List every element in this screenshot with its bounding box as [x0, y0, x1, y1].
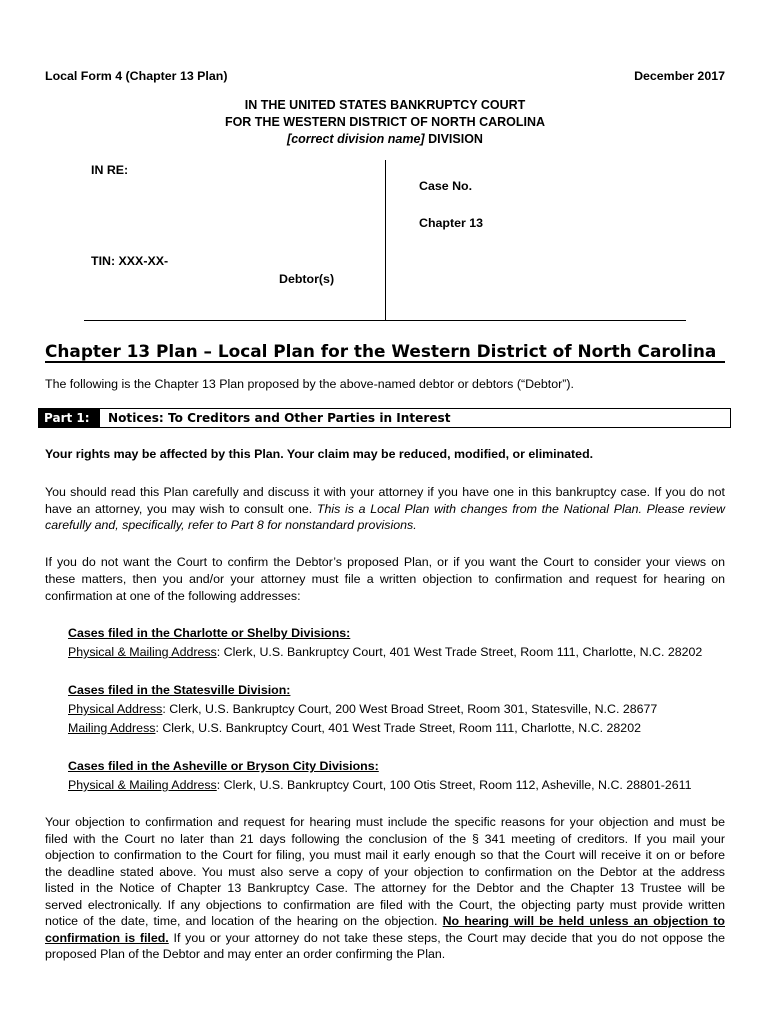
form-date: December 2017 — [634, 69, 725, 83]
division-label: DIVISION — [428, 132, 483, 146]
paragraph-line: the deadline stated above. You must also serve a copy of your objection to confirmation on the Debtor at the address — [45, 864, 725, 879]
caption-chapter: Chapter 13 — [419, 216, 484, 230]
court-name: IN THE UNITED STATES BANKRUPTCY COURT — [244, 98, 526, 112]
address-group-heading: Cases filed in the Statesville Division: — [68, 683, 291, 697]
address-value: : Clerk, U.S. Bankruptcy Court, 100 Otis Street, Room 112, Asheville, N.C. 28801-2611 — [216, 778, 692, 792]
paragraph-line — [45, 913, 725, 930]
address-line — [68, 644, 702, 660]
hearing-notice: confirmation is filed. — [45, 930, 169, 945]
paragraph-line: served electronically. If any objections to confirmation are filed with the Court, the objecting party must provide written — [45, 897, 725, 912]
paragraph-text: notice of the date, time, and location of the hearing on the objection. — [45, 914, 443, 928]
address-value: : Clerk, U.S. Bankruptcy Court, 200 West Broad Street, Room 301, Statesville, N.C. 28677 — [162, 702, 658, 716]
address-label: Mailing Address — [68, 721, 156, 735]
address-group-heading: Cases filed in the Asheville or Bryson City Divisions: — [68, 759, 379, 773]
address-value: : Clerk, U.S. Bankruptcy Court, 401 West Trade Street, Room 111, Charlotte, N.C. 28202 — [216, 645, 703, 659]
court-division — [0, 131, 770, 148]
caption-tin: TIN: XXX-XX- — [91, 254, 169, 268]
caption-horizontal-divider — [84, 320, 686, 321]
paragraph-line: objection to confirmation to the Court for filing, you must mail it early enough so that the Court will receive it on or before — [45, 848, 725, 862]
address-line — [68, 777, 692, 793]
paragraph-line: listed in the Notice of Chapter 13 Bankruptcy Case. The attorney for the Debtor and the Chapter 13 Trustee will be — [45, 881, 725, 895]
paragraph-line: filed with the Court no later than 21 days following the conclusion of the § 341 meeting of creditors. If you mail your — [45, 831, 725, 846]
address-label: Physical & Mailing Address — [68, 645, 217, 659]
paragraph-line: If you do not want the Court to confirm the Debtor’s proposed Plan, or if you want the Court to consider your views on — [45, 555, 725, 569]
caption-vertical-divider — [385, 160, 386, 320]
address-group-heading: Cases filed in the Charlotte or Shelby Divisions: — [68, 626, 351, 640]
caption-debtors: Debtor(s) — [279, 272, 335, 286]
caption-case-no: Case No. — [419, 179, 473, 193]
paragraph-line: proposed Plan of the Debtor and may enter an order confirming the Plan. — [45, 947, 446, 961]
form-name: Local Form 4 (Chapter 13 Plan) — [45, 69, 228, 83]
paragraph-line: carefully and, specifically, refer to Part 8 for nonstandard provisions. — [45, 518, 417, 532]
part1-title: Notices: To Creditors and Other Parties in Interest — [108, 411, 451, 425]
hearing-notice: No hearing will be held unless an objection to — [442, 914, 725, 928]
address-line — [68, 701, 657, 717]
division-name-placeholder: [correct division name] — [287, 132, 425, 146]
paragraph-line: Your objection to confirmation and request for hearing must include the specific reasons for your objection and must be — [45, 815, 725, 829]
paragraph-line: confirmation at one of the following addresses: — [45, 589, 301, 603]
address-label: Physical & Mailing Address — [68, 778, 217, 792]
paragraph-line — [45, 501, 725, 518]
address-line — [68, 720, 641, 736]
rights-warning: Your rights may be affected by this Plan. Your claim may be reduced, modified, or eliminated. — [45, 447, 594, 461]
intro-text: The following is the Chapter 13 Plan proposed by the above-named debtor or debtors (“Debtor”). — [45, 377, 574, 391]
read-plan-paragraph — [45, 484, 725, 534]
address-value: : Clerk, U.S. Bankruptcy Court, 401 West Trade Street, Room 111, Charlotte, N.C. 28202 — [155, 721, 641, 735]
plan-title-rule — [45, 361, 725, 363]
paragraph-text: If you or your attorney do not take these steps, the Court may decide that you do not oppose the — [168, 930, 726, 945]
part1-label: Part 1: — [38, 408, 100, 428]
plan-title: Chapter 13 Plan – Local Plan for the Western District of North Carolina — [45, 341, 717, 361]
address-label: Physical Address — [68, 702, 163, 716]
paragraph-line: these matters, then you and/or your attorney must file a written objection to confirmation and request for hearing on — [45, 572, 725, 586]
caption-in-re: IN RE: — [91, 163, 129, 177]
paragraph-text: have an attorney, you may wish to consult one. — [45, 501, 317, 516]
paragraph-line — [45, 930, 725, 947]
local-plan-notice: This is a Local Plan with changes from the National Plan. Please review — [316, 501, 725, 516]
objection-intro-paragraph — [45, 554, 725, 605]
objection-details-paragraph — [45, 814, 725, 963]
paragraph-line: You should read this Plan carefully and discuss it with your attorney if you have one in this bankruptcy case. If you do not — [45, 485, 725, 499]
court-district: FOR THE WESTERN DISTRICT OF NORTH CAROLINA — [224, 115, 546, 129]
